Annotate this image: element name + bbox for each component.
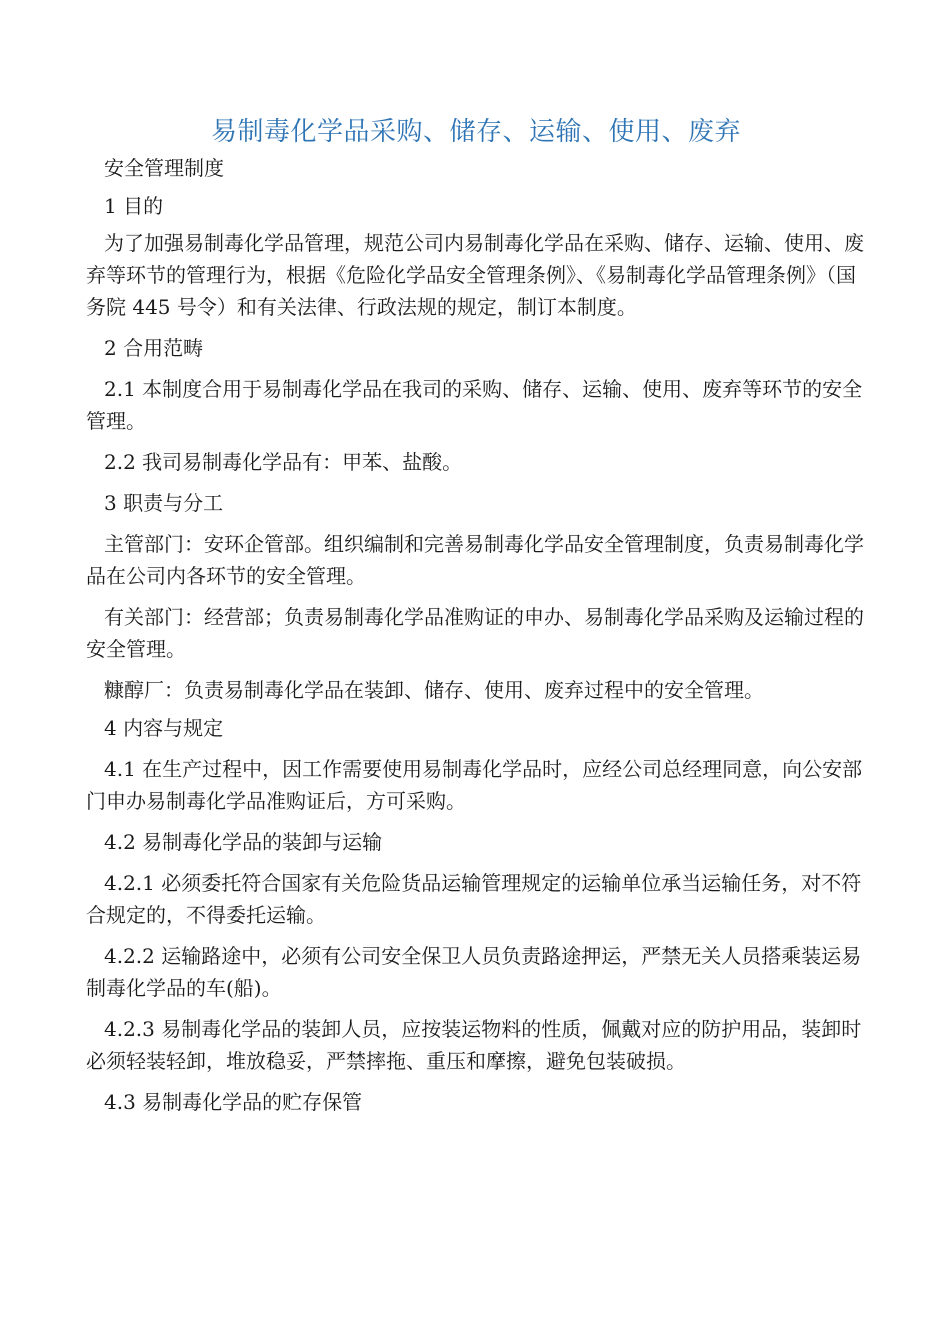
paragraph-4-3: 4.3 易制毒化学品的贮存保管 (104, 1090, 363, 1114)
document-title: 易制毒化学品采购、储存、运输、使用、废弃 (210, 117, 741, 147)
section-heading-2: 2 合用范畴 (104, 336, 204, 360)
section-heading-1: 1 目的 (104, 194, 164, 218)
document-page (86, 112, 866, 1118)
paragraph-factory: 糠醇厂：负责易制毒化学品在装卸、储存、使用、废弃过程中的安全管理。 (104, 678, 764, 702)
paragraph-2-1: 2.1 本制度合用于易制毒化学品在我司的采购、储存、运输、使用、废弃等环节的安全管理。 (86, 377, 863, 433)
paragraph-related-dept: 有关部门：经营部；负责易制毒化学品准购证的申办、易制毒化学品采购及运输过程的安全管理。 (86, 605, 864, 661)
paragraph-4-2-3: 4.2.3 易制毒化学品的装卸人员，应按装运物料的性质，佩戴对应的防护用品，装卸时必须轻装轻卸，堆放稳妥，严禁摔拖、重压和摩擦，避免包装破损。 (86, 1017, 862, 1073)
paragraph-purpose: 为了加强易制毒化学品管理，规范公司内易制毒化学品在采购、储存、运输、使用、废弃等环节的管理行为，根据《危险化学品安全管理条例》、《易制毒化学品管理条例》（国务院 445 号令）和有关法律、行政法规的规定，制订本制度。 (86, 231, 864, 319)
paragraph-4-2-1: 4.2.1 必须委托符合国家有关危险货品运输管理规定的运输单位承当运输任务，对不符合规定的，不得委托运输。 (86, 871, 862, 927)
paragraph-4-2-2: 4.2.2 运输路途中，必须有公司安全保卫人员负责路途押运，严禁无关人员搭乘装运易制毒化学品的车(船)。 (86, 944, 862, 1000)
paragraph-4-1: 4.1 在生产过程中，因工作需要使用易制毒化学品时，应经公司总经理同意，向公安部门申办易制毒化学品准购证后，方可采购。 (86, 757, 863, 813)
section-heading-4: 4 内容与规定 (104, 716, 224, 740)
paragraph-4-2: 4.2 易制毒化学品的装卸与运输 (104, 830, 383, 854)
section-heading-3: 3 职责与分工 (104, 491, 224, 515)
subtitle-paragraph: 安全管理制度 (104, 156, 224, 180)
paragraph-2-2: 2.2 我司易制毒化学品有：甲苯、盐酸。 (104, 450, 463, 474)
paragraph-main-dept: 主管部门：安环企管部。组织编制和完善易制毒化学品安全管理制度，负责易制毒化学品在公司内各环节的安全管理。 (86, 532, 864, 588)
